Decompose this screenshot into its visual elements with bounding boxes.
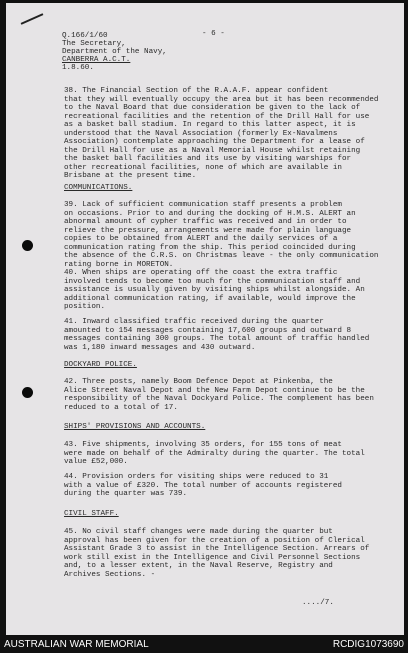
paragraph-line: reduced to a total of 17. (64, 403, 178, 412)
paragraph-line: on occasions. Prior to and during the docking of H.M.S. ALERT an (64, 209, 356, 218)
paragraph-line: value £52,000. (64, 458, 128, 466)
paragraph-line: as a basket ball stadium. In regard to this latter aspect, it is (64, 121, 356, 129)
paragraph-line: was 1,180 inward messages and 430 outward. (64, 343, 256, 352)
paragraph-line: the Drill Hall for use as a Naval Memorial House whilst retaining (64, 146, 361, 155)
paragraph-line: and, to a lesser extent, in the Naval Reserve, Registry and (64, 562, 333, 570)
header-line: Department of the Navy, (62, 48, 167, 56)
paragraph-line: assistance is usually given by visiting ships whilst alongside. An (64, 286, 365, 294)
header-line: CANBERRA A.C.T. (62, 56, 131, 64)
paragraph-line: 40. When ships are operating off the coast the extra traffic (64, 269, 338, 277)
paragraph-line: relieve the pressure, arrangements were made for plain language (64, 226, 352, 235)
footer-institution: AUSTRALIAN WAR MEMORIAL (4, 639, 149, 650)
paragraph-line: the basket ball facilities and its use by visiting warships for (64, 155, 352, 163)
paragraph-line: abnormal amount of cypher traffic was received and in order to (64, 218, 347, 226)
paragraph-line: copies to be obtained from ALERT and the daily services of a (64, 235, 338, 243)
section-heading: CIVIL STAFF. (64, 510, 119, 518)
paragraph-line: during the quarter was 739. (64, 490, 188, 498)
paragraph-line: Alice Street Naval Depot and the New Farm Depot continue to be the (64, 386, 365, 395)
archive-footer (0, 635, 408, 653)
header-line: 1.8.60. (62, 64, 94, 72)
paragraph-line: approval has been given for the creation of a position of Clerical (64, 536, 365, 545)
paragraph-line: that they will eventually occupy the area but it has been recommended (64, 95, 379, 104)
paragraph-line: Brisbane at the present time. (64, 172, 197, 180)
punch-hole-upper (22, 240, 33, 251)
paragraph-line: 45. No civil staff changes were made during the quarter but (64, 528, 333, 536)
paragraph-line: messages containing 300 groups. The total amount of traffic handled (64, 335, 370, 343)
section-heading: SHIPS' PROVISIONS AND ACCOUNTS. (64, 423, 206, 431)
footer-record-id: RCDIG1073690 (332, 639, 404, 650)
paragraph-line: 41. Inward classified traffic received during the quarter (64, 318, 324, 326)
paragraph-line: Archives Sections. - (64, 570, 156, 579)
paragraph-line: communication rating from the ship. This period coincided during (64, 243, 356, 252)
paragraph-line: amounted to 154 messages containing 17,600 groups and outward 8 (64, 326, 352, 335)
paragraph-line: Assistant Grade 3 to assist in the Intelligence Section. Arrears of (64, 545, 370, 553)
paragraph-line: 44. Provision orders for visiting ships were reduced to 31 (64, 473, 329, 481)
section-heading: DOCKYARD POLICE. (64, 361, 137, 369)
continuation-marker: ..../7. (302, 599, 334, 607)
paragraph-line: 43. Five shipments, involving 35 orders, for 155 tons of meat (64, 441, 342, 449)
header-line: Q.166/1/60 (62, 32, 108, 40)
paragraph-line: work still exist in the Intelligence and Civil Personnel Sections (64, 553, 361, 562)
paragraph-line: the absence of the C.R.S. on Christmas leave - the only communication (64, 252, 379, 260)
pen-mark (21, 13, 44, 25)
paragraph-line: with a value of £320. The total number of accounts registered (64, 481, 342, 490)
punch-hole-lower (22, 387, 33, 398)
paragraph-line: 42. Three posts, namely Boom Defence Depot at Pinkenba, the (64, 378, 333, 386)
section-heading: COMMUNICATIONS. (64, 184, 133, 192)
paragraph-line: responsibility of the Naval Dockyard Police. The complement has been (64, 395, 374, 403)
paragraph-line: involved tends to become too much for the communication staff and (64, 277, 361, 286)
document-page (6, 3, 404, 635)
paragraph-line: rating borne in MORETON. (64, 260, 174, 269)
paragraph-line: to the Naval Board that due consideration be given to the lack of (64, 104, 361, 112)
paragraph-line: additional communication rating, if available, would improve the (64, 294, 356, 303)
paragraph-line: were made on behalf of the Admiralty during the quarter. The total (64, 449, 365, 458)
paragraph-line: other recreational facilities, none of which are available in (64, 163, 342, 172)
paragraph-line: recreational facilities and the retention of the Drill Hall for use (64, 112, 370, 121)
paragraph-line: Association) contemplate approaching the Department for a lease of (64, 138, 365, 146)
page-number: - 6 - (202, 30, 225, 38)
header-line: The Secretary, (62, 40, 126, 48)
paragraph-line: 38. The Financial Section of the R.A.A.F. appear confident (64, 87, 329, 95)
paragraph-line: position. (64, 303, 106, 311)
paragraph-line: 39. Lack of sufficient communication staff presents a problem (64, 201, 342, 209)
paragraph-line: understood that the Naval Association (formerly Ex-Navalmens (64, 129, 338, 138)
